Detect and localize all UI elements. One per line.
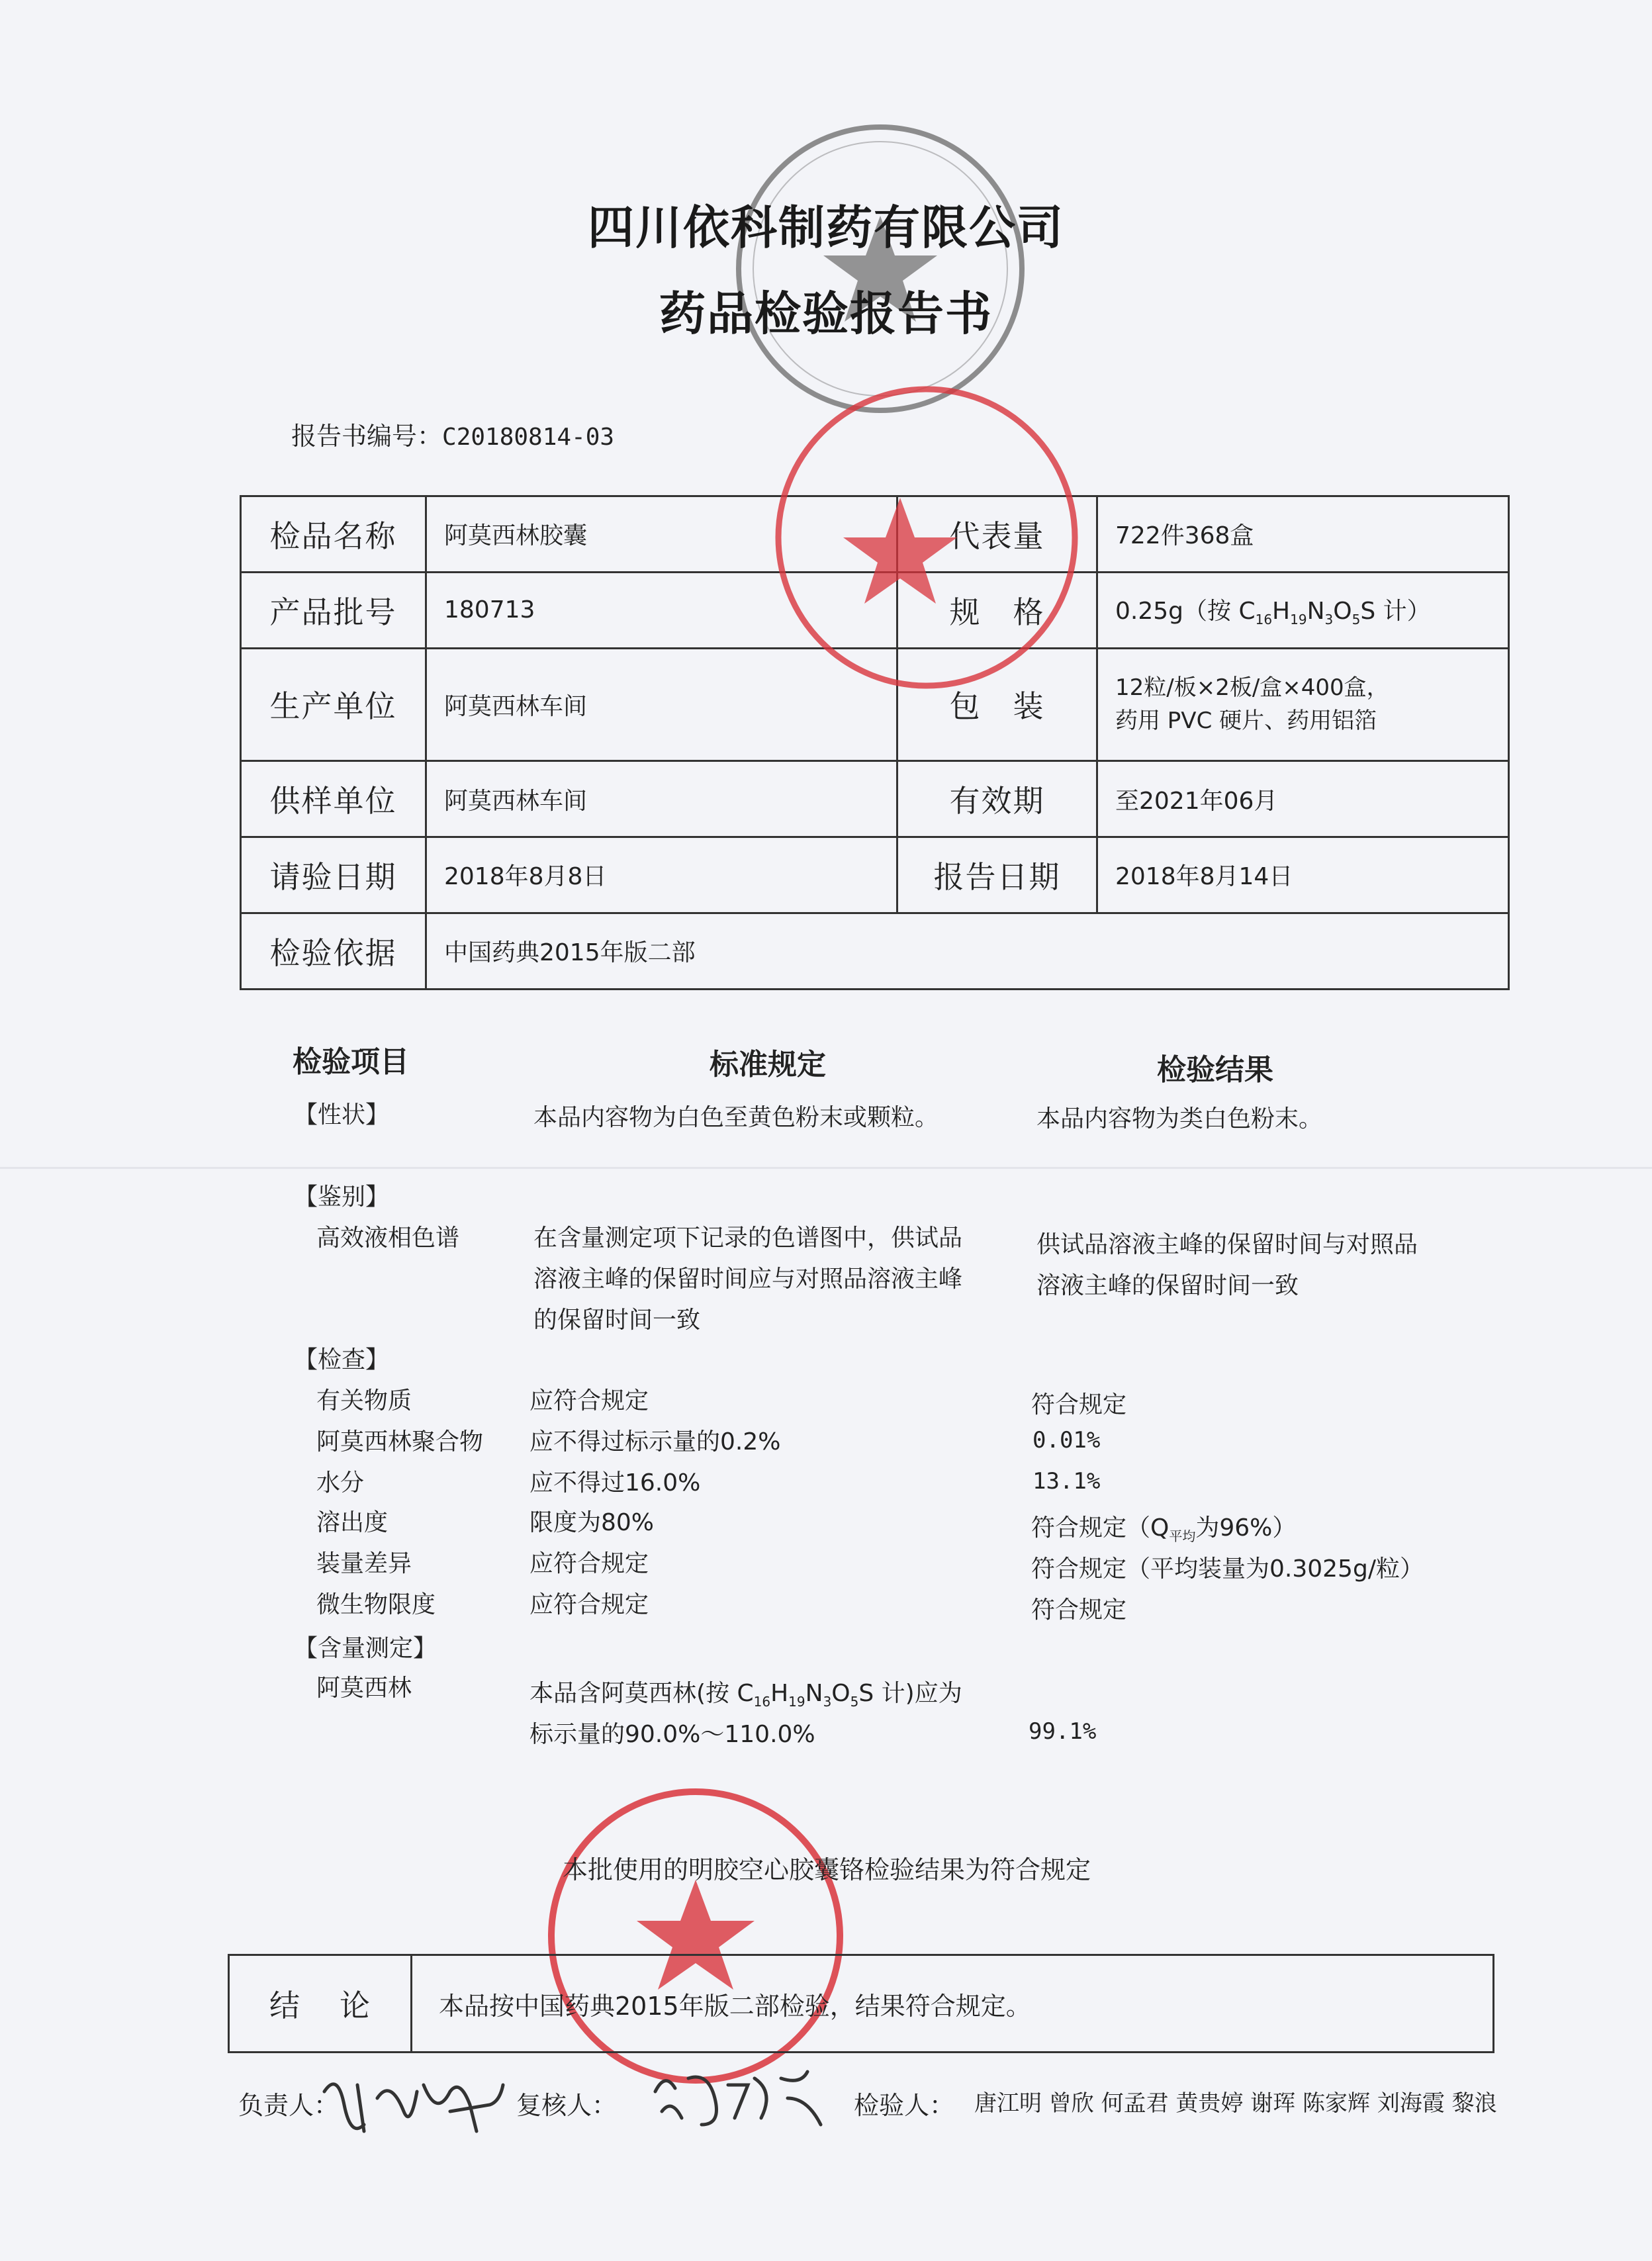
formula-sub: 19 bbox=[788, 1694, 805, 1710]
water-result: 13.1% bbox=[1032, 1468, 1101, 1495]
reviewer-label: 复核人： bbox=[516, 2091, 618, 2120]
formula-part: O bbox=[831, 1680, 850, 1707]
col-header-standard: 标准规定 bbox=[710, 1048, 826, 1082]
formula-sub: 3 bbox=[823, 1694, 832, 1710]
quantity-value: 722件368盒 bbox=[1097, 496, 1509, 573]
document-title: 药品检验报告书 bbox=[659, 286, 993, 341]
micro-result: 符合规定 bbox=[1031, 1596, 1127, 1624]
paper-fold-line bbox=[0, 1167, 1652, 1169]
section-assay: 【含量测定】 bbox=[294, 1635, 437, 1662]
expiry-value: 至2021年06月 bbox=[1097, 761, 1509, 837]
dissolution-result bbox=[1031, 1509, 1296, 1545]
micro-standard: 应符合规定 bbox=[529, 1591, 649, 1618]
request-date-value: 2018年8月8日 bbox=[426, 837, 897, 913]
related-item: 有关物质 bbox=[316, 1387, 412, 1414]
responsible-label: 负责人： bbox=[238, 2091, 340, 2120]
report-date-label: 报告日期 bbox=[897, 837, 1097, 913]
product-name-label: 检品名称 bbox=[241, 496, 426, 573]
related-standard: 应符合规定 bbox=[529, 1387, 649, 1414]
polymer-result: 0.01% bbox=[1032, 1427, 1101, 1454]
expiry-label: 有效期 bbox=[897, 761, 1097, 837]
appearance-result: 本品内容物为类白色粉末。 bbox=[1036, 1105, 1323, 1132]
quality-dept-stamp-red bbox=[768, 379, 1085, 696]
dissolution-result-text: 符合规定（Q bbox=[1031, 1514, 1170, 1542]
conclusion-label: 结论 bbox=[229, 1955, 412, 2053]
hplc-standard-line: 在含量测定项下记录的色谱图中，供试品 bbox=[533, 1224, 963, 1252]
formula-part: O bbox=[1333, 598, 1352, 625]
fill-standard: 应符合规定 bbox=[529, 1550, 649, 1577]
assay-standard-text: 本品含阿莫西林(按 C bbox=[529, 1680, 754, 1707]
request-date-label: 请验日期 bbox=[241, 837, 426, 913]
formula-part: H bbox=[770, 1680, 789, 1707]
table-row bbox=[241, 837, 1509, 913]
batch-label: 产品批号 bbox=[241, 572, 426, 648]
dissolution-standard: 限度为80% bbox=[529, 1509, 655, 1536]
dissolution-result-sub: 平均 bbox=[1169, 1528, 1196, 1545]
producer-value: 阿莫西林车间 bbox=[426, 648, 897, 761]
section-identification: 【鉴别】 bbox=[294, 1183, 390, 1211]
package-line: 药用 PVC 硬片、药用铝箔 bbox=[1115, 708, 1377, 735]
formula-sub: 19 bbox=[1290, 612, 1307, 628]
product-name-value: 阿莫西林胶囊 bbox=[426, 496, 897, 573]
reviewer-signature bbox=[649, 2058, 841, 2138]
polymer-item: 阿莫西林聚合物 bbox=[316, 1428, 484, 1455]
quantity-label: 代表量 bbox=[897, 496, 1097, 573]
formula-part: N bbox=[805, 1680, 823, 1707]
assay-item: 阿莫西林 bbox=[316, 1675, 412, 1702]
formula-part: N bbox=[1307, 598, 1325, 625]
table-row bbox=[241, 913, 1509, 989]
col-header-result: 检验结果 bbox=[1157, 1053, 1273, 1087]
conclusion-text: 本品按中国药典2015年版二部检验，结果符合规定。 bbox=[412, 1955, 1494, 2053]
capsule-note: 本批使用的明胶空心胶囊铬检验结果为符合规定 bbox=[563, 1855, 1091, 1884]
dissolution-item: 溶出度 bbox=[316, 1509, 389, 1536]
spec-label: 规 格 bbox=[897, 572, 1097, 648]
formula-sub: 16 bbox=[1255, 612, 1273, 628]
spec-value bbox=[1097, 572, 1509, 648]
batch-value: 180713 bbox=[426, 572, 897, 648]
inspector-label: 检验人： bbox=[854, 2091, 955, 2120]
formula-sub: 3 bbox=[1324, 612, 1334, 628]
report-number-value: C20180814-03 bbox=[442, 424, 615, 451]
table-row bbox=[241, 761, 1509, 837]
producer-label: 生产单位 bbox=[241, 648, 426, 761]
supplier-label: 供样单位 bbox=[241, 761, 426, 837]
assay-standard-line: 标示量的90.0%～110.0% bbox=[529, 1721, 815, 1748]
package-value bbox=[1097, 648, 1509, 761]
spec-text: S 计） bbox=[1360, 598, 1431, 625]
polymer-standard: 应不得过标示量的0.2% bbox=[529, 1428, 781, 1455]
related-result: 符合规定 bbox=[1031, 1391, 1127, 1418]
report-number-label: 报告书编号： bbox=[291, 422, 443, 451]
responsible-signature bbox=[318, 2065, 510, 2145]
formula-sub: 5 bbox=[1352, 612, 1361, 628]
formula-part: H bbox=[1272, 598, 1291, 625]
section-checks: 【检查】 bbox=[294, 1346, 390, 1373]
table-row bbox=[229, 1955, 1494, 2053]
formula-sub: 16 bbox=[753, 1694, 771, 1710]
report-number bbox=[291, 416, 614, 452]
section-appearance: 【性状】 bbox=[294, 1101, 390, 1129]
micro-item: 微生物限度 bbox=[316, 1591, 436, 1618]
water-item: 水分 bbox=[316, 1469, 365, 1497]
col-header-item: 检验项目 bbox=[293, 1045, 409, 1079]
fill-item: 装量差异 bbox=[316, 1550, 412, 1577]
package-line: 12粒/板×2板/盒×400盒， bbox=[1115, 674, 1389, 702]
hplc-result-line: 供试品溶液主峰的保留时间与对照品 bbox=[1036, 1231, 1418, 1258]
basis-label: 检验依据 bbox=[241, 913, 426, 989]
conclusion-table bbox=[228, 1954, 1494, 2053]
fill-result: 符合规定（平均装量为0.3025g/粒） bbox=[1031, 1555, 1424, 1583]
hplc-standard-line: 溶液主峰的保留时间应与对照品溶液主峰 bbox=[533, 1266, 963, 1293]
inspector-names: 唐江明 曾欣 何孟君 黄贵婷 谢珲 陈家辉 刘海霞 黎浪 bbox=[974, 2090, 1497, 2117]
appearance-standard: 本品内容物为白色至黄色粉末或颗粒。 bbox=[533, 1104, 939, 1131]
assay-result: 99.1% bbox=[1029, 1718, 1097, 1745]
hplc-item: 高效液相色谱 bbox=[316, 1224, 460, 1252]
company-stamp-gray bbox=[728, 116, 1032, 421]
basis-value: 中国药典2015年版二部 bbox=[426, 913, 1509, 989]
company-title: 四川依科制药有限公司 bbox=[588, 200, 1064, 255]
hplc-result-line: 溶液主峰的保留时间一致 bbox=[1036, 1272, 1299, 1299]
hplc-standard-line: 的保留时间一致 bbox=[533, 1307, 701, 1334]
assay-standard-line bbox=[529, 1675, 962, 1710]
formula-sub: 5 bbox=[850, 1694, 859, 1710]
dissolution-result-text: 为96%） bbox=[1195, 1514, 1297, 1542]
supplier-value: 阿莫西林车间 bbox=[426, 761, 897, 837]
spec-text: 0.25g（按 C bbox=[1115, 598, 1256, 625]
water-standard: 应不得过16.0% bbox=[529, 1469, 701, 1497]
package-label: 包 装 bbox=[897, 648, 1097, 761]
report-date-value: 2018年8月14日 bbox=[1097, 837, 1509, 913]
assay-standard-text: S 计)应为 bbox=[858, 1680, 962, 1707]
